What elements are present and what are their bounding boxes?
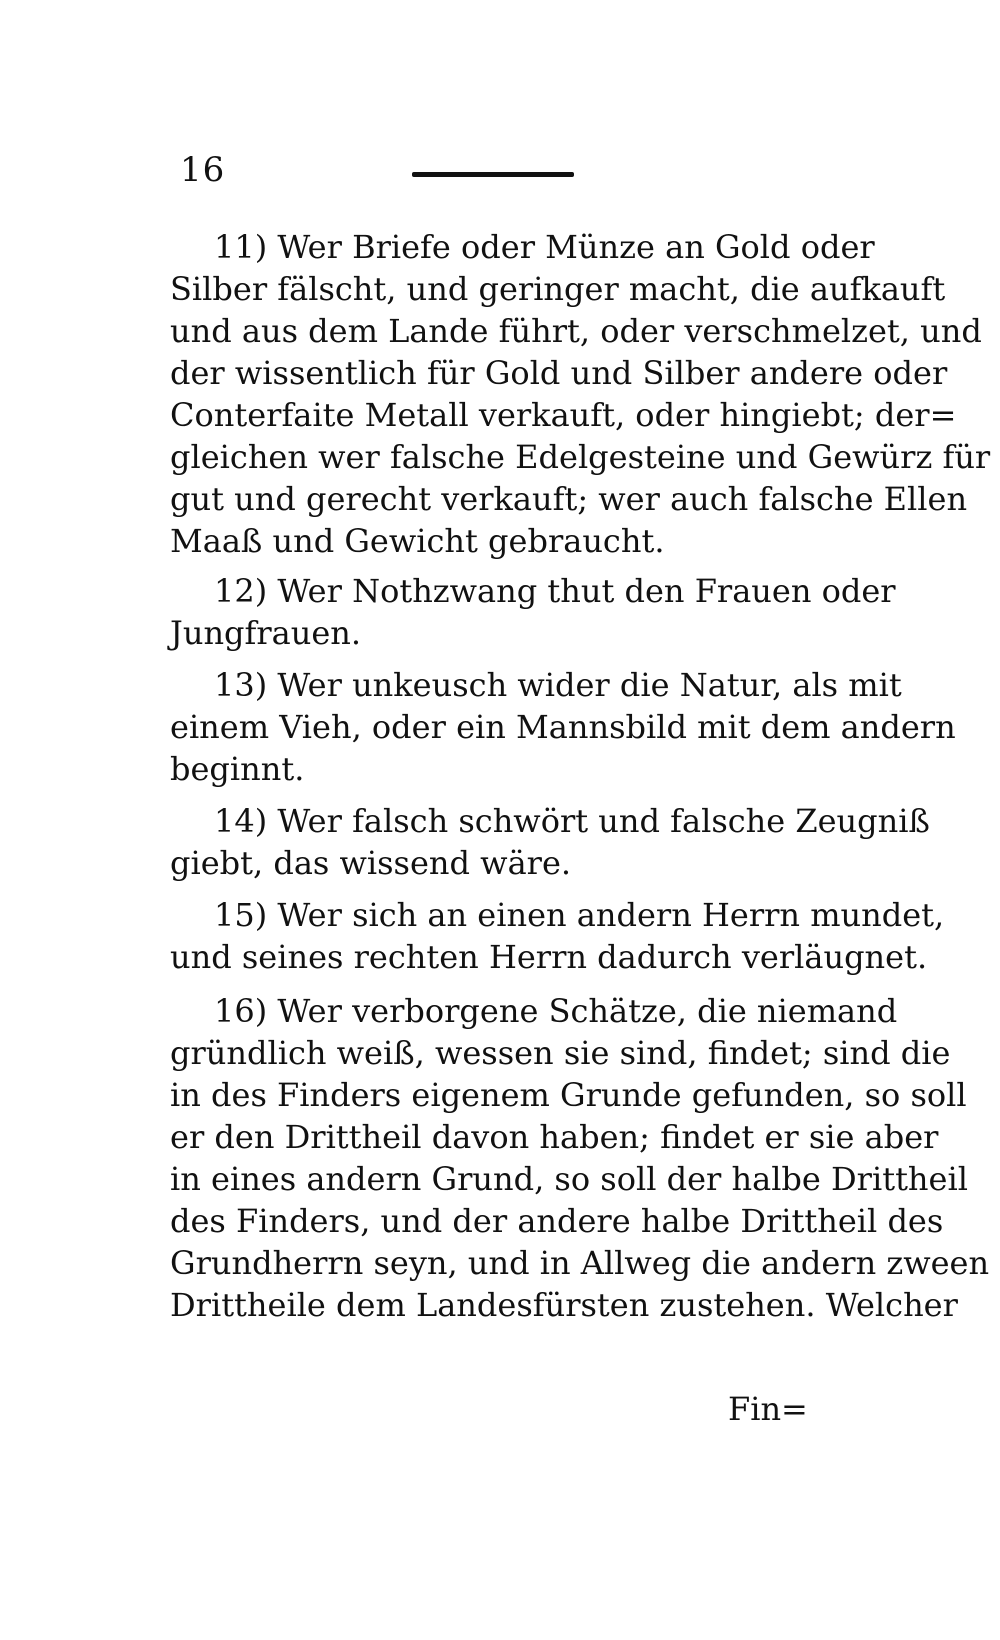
header-rule <box>412 172 574 177</box>
text-line: und aus dem Lande führt, oder verschmelzet, und <box>170 312 982 350</box>
text-line: der wissentlich für Gold und Silber andere oder <box>170 354 948 392</box>
text-line: gleichen wer falsche Edelgesteine und Gewürz für <box>170 438 991 476</box>
text-line: Conterfaite Metall verkauft, oder hingiebt; der= <box>170 396 957 434</box>
text-line: 16) Wer verborgene Schätze, die niemand <box>214 992 898 1030</box>
text-line: in eines andern Grund, so soll der halbe Drittheil <box>170 1160 968 1198</box>
text-line: einem Vieh, oder ein Mannsbild mit dem andern <box>170 708 956 746</box>
page-number: 16 <box>180 150 226 190</box>
text-line: Jungfrauen. <box>170 614 362 652</box>
text-line: des Finders, und der andere halbe Drittheil des <box>170 1202 944 1240</box>
catchword: Fin= <box>728 1390 808 1428</box>
text-line: giebt, das wissend wäre. <box>170 844 572 882</box>
text-line: und seines rechten Herrn dadurch verläugnet. <box>170 938 928 976</box>
text-line: 13) Wer unkeusch wider die Natur, als mit <box>214 666 902 704</box>
text-line: 14) Wer falsch schwört und falsche Zeugniß <box>214 802 930 840</box>
text-line: gut und gerecht verkauft; wer auch falsche Ellen <box>170 480 968 518</box>
text-line: Drittheile dem Landesfürsten zustehen. Welcher <box>170 1286 958 1324</box>
text-line: Maaß und Gewicht gebraucht. <box>170 522 665 560</box>
text-line: Grundherrn seyn, und in Allweg die andern zween <box>170 1244 990 1282</box>
text-line: beginnt. <box>170 750 305 788</box>
text-line: 12) Wer Nothzwang thut den Frauen oder <box>214 572 896 610</box>
text-line: gründlich weiß, wessen sie sind, findet; sind die <box>170 1034 951 1072</box>
text-line: 11) Wer Briefe oder Münze an Gold oder <box>214 228 875 266</box>
text-line: er den Drittheil davon haben; findet er sie aber <box>170 1118 939 1156</box>
text-line: Silber fälscht, und geringer macht, die aufkauft <box>170 270 946 308</box>
text-line: in des Finders eigenem Grunde gefunden, so soll <box>170 1076 967 1114</box>
text-line: 15) Wer sich an einen andern Herrn mundet, <box>214 896 945 934</box>
